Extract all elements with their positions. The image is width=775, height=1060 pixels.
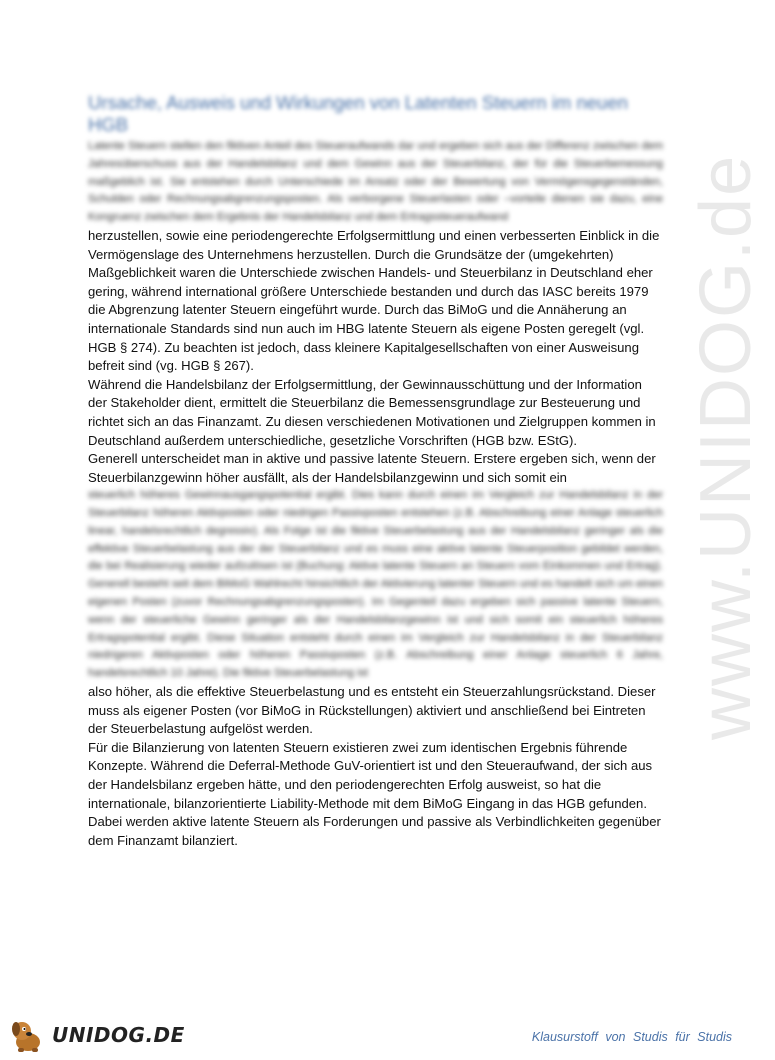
watermark: www.UNIDOG.de: [686, 153, 766, 740]
document-title: Ursache, Ausweis und Wirkungen von Latenten Steuern im neuen HGB: [88, 92, 628, 135]
paragraph-2: Während die Handelsbilanz der Erfolgsermittlung, der Gewinnausschüttung und der Information der Stakeholder dient, ermittelt die Steuerbilanz die Bemessensgrundlage zur Besteuerung und richtet sich an das Finanzamt. Zu diesen verschiedenen Motivationen und Zielgruppen kommen in Deutschland außerdem unterschiedliche, gesetzliche Vorschriften (HGB bzw. EStG).: [88, 376, 656, 448]
blurred-middle-paragraph: steuerlich höheres Gewinnausgangspotential ergibt. Dies kann durch einen im Vergleich zur Handelsbilanz in der Steuerbilanz höheren Aktivposten oder niedrigen Passivposten entstehen (z.B. Abschreibung einer Anlage steuerlich linear, handelsrechtlich degressiv). Als Folge ist die fiktive Steuerbelastung aus der Handelsbilanz geringer als die effektive Steuerbelastung aus der der Steuerbilanz und es muss eine aktive latente Steuerposition gebildet werden, die bei Realisierung wieder aufzulösen ist (Buchung: Aktive latente Steuern an Steuern vom Einkommen und Ertrag). Generell besteht seit dem BiMoG Wahlrecht hinsichtlich der Aktivierung latenter Steuern und es handelt sich um einen eigenen Posten (zuvor Rechnungsabgrenzungsposten). Im Gegenteil dazu ergeben sich passive latente Steuern, wenn der steuerliche Gewinn geringer als der Handelsbilanzgewinn ist und sich somit ein steuerlich höheres Ertragspotential ergibt. Diese Situation entsteht durch einen im Vergleich zur Handelsbilanz in der Steuerbilanz niedrigeren Aktivposten oder höheren Passivposten (z.B. Abschreibung einer Anlage steuerlich 6 Jahre, handelsrechtlich 10 Jahre). Die fiktive Steuerbelastung ist: [88, 489, 663, 680]
dog-mascot-icon: [8, 1015, 48, 1055]
paragraph-1: herzustellen, sowie eine periodengerechte Erfolgsermittlung und einen verbesserten Einblick in die Vermögenslage des Unternehmens herzustellen. Durch die Grundsätze der (umgekehrten) Maßgeblichkeit waren die Unterschiede zwischen Handels- und Steuerbilanz in Deutschland eher gering, während international größere Unterschiede bestanden und durch das IASC bereits 1979 die Abgrenzung latenter Steuern eingeführt wurde. Durch das BiMoG und die Annäherung an internationale Standards sind nun auch im HBG latente Steuern als eigene Posten geregelt (vgl. HGB § 274). Zu beachten ist jedoch, dass kleinere Kapitalgesellschaften von einer Ausweisung befreit sind (vg. HGB § 267).: [88, 227, 660, 374]
document-body: [88, 92, 663, 850]
footer-slogan: Klausurstoff von Studis für Studis: [531, 1030, 732, 1044]
blurred-intro-paragraph: Latente Steuern stellen den fiktiven Anteil des Steueraufwands dar und ergeben sich aus der Differenz zwischen dem Jahresüberschuss aus der Handelsbilanz und dem Gewinn aus der Steuerbilanz, der für die Steuerbemessung maßgeblich ist. Sie entstehen durch Unterschiede im Ansatz oder der Bewertung von Vermögensgegenständen, Schulden oder Rechnungsabgrenzungsposten. Als verborgene Steuerlasten oder –vorteile dienen sie dazu, eine Kongruenz zwischen dem Ergebnis der Handelsbilanz und dem Ertragssteueraufwand: [88, 140, 663, 224]
paragraph-3: Generell unterscheidet man in aktive und passive latente Steuern. Erstere ergeben sich, wenn der Steuerbilanzgewinn höher ausfällt, als der Handelsbilanzgewinn und sich somit ein: [88, 451, 656, 485]
paragraph-4: also höher, als die effektive Steuerbelastung und es entsteht ein Steuerzahlungsrückstand. Dieser muss als eigener Posten (vor BiMoG in Rückstellungen) aktiviert und anschließend bei Eintreten der Steuerbelastung aufgelöst werden.: [88, 684, 656, 737]
unidog-logo[interactable]: [8, 1015, 185, 1055]
logo-text: UNIDOG.DE: [52, 1023, 185, 1047]
paragraph-5: Für die Bilanzierung von latenten Steuern existieren zwei zum identischen Ergebnis führende Konzepte. Während die Deferral-Methode GuV-orientiert ist und den Steueraufwand, der sich aus der Handelsbilanz ergeben hätte, und den periodengerechten Erfolg ausweist, so hat die internationale, bilanzorientierte Liability-Methode mit dem BiMoG Eingang in das HGB gefunden. Dabei werden aktive latente Steuern als Forderungen und passive als Verbindlichkeiten gegenüber dem Finanzamt bilanziert.: [88, 739, 661, 848]
